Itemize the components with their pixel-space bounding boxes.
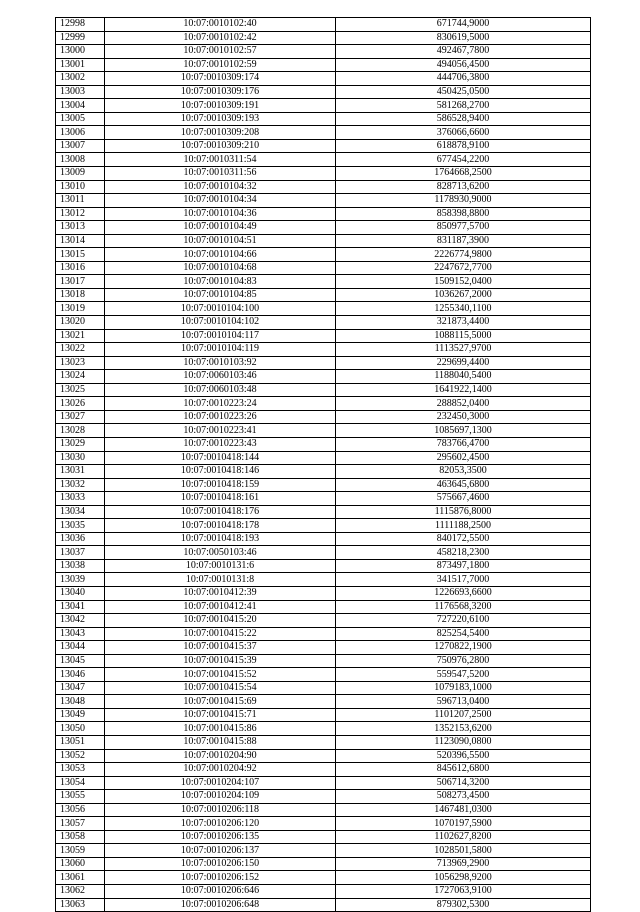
value-cell: 1352153,6200 xyxy=(336,722,591,736)
cadastral-number-cell: 10:07:0010412:41 xyxy=(105,600,336,614)
value-cell: 1509152,0400 xyxy=(336,275,591,289)
table-row xyxy=(56,708,591,722)
cadastral-number-cell: 10:07:0010415:54 xyxy=(105,681,336,695)
row-number-cell: 13049 xyxy=(56,708,105,722)
cadastral-number-cell: 10:07:0010104:68 xyxy=(105,261,336,275)
cadastral-number-cell: 10:07:0010131:6 xyxy=(105,559,336,573)
row-number-cell: 13062 xyxy=(56,885,105,899)
table-row xyxy=(56,45,591,59)
row-number-cell: 13054 xyxy=(56,776,105,790)
row-number-cell: 13061 xyxy=(56,871,105,885)
table-row xyxy=(56,654,591,668)
cadastral-number-cell: 10:07:0010309:174 xyxy=(105,72,336,86)
row-number-cell: 13053 xyxy=(56,763,105,777)
table-row xyxy=(56,641,591,655)
cadastral-number-cell: 10:07:0010418:144 xyxy=(105,451,336,465)
cadastral-number-cell: 10:07:0010131:8 xyxy=(105,573,336,587)
cadastral-number-cell: 10:07:0060103:46 xyxy=(105,370,336,384)
cadastral-number-cell: 10:07:0010309:191 xyxy=(105,99,336,113)
value-cell: 671744,9000 xyxy=(336,18,591,32)
table-row xyxy=(56,790,591,804)
cadastral-number-cell: 10:07:0010309:208 xyxy=(105,126,336,140)
table-row xyxy=(56,776,591,790)
row-number-cell: 13002 xyxy=(56,72,105,86)
value-cell: 1070197,5900 xyxy=(336,817,591,831)
row-number-cell: 13000 xyxy=(56,45,105,59)
cadastral-number-cell: 10:07:0010418:178 xyxy=(105,519,336,533)
value-cell: 444706,3800 xyxy=(336,72,591,86)
cadastral-number-cell: 10:07:0010206:648 xyxy=(105,898,336,912)
cadastral-number-cell: 10:07:0010415:20 xyxy=(105,614,336,628)
cadastral-number-cell: 10:07:0010223:41 xyxy=(105,424,336,438)
cadastral-number-cell: 10:07:0010104:85 xyxy=(105,288,336,302)
cadastral-number-cell: 10:07:0010204:107 xyxy=(105,776,336,790)
cadastral-number-cell: 10:07:0010104:51 xyxy=(105,234,336,248)
table-row xyxy=(56,288,591,302)
table-row xyxy=(56,763,591,777)
row-number-cell: 13025 xyxy=(56,383,105,397)
row-number-cell: 13040 xyxy=(56,586,105,600)
cadastral-number-cell: 10:07:0010412:39 xyxy=(105,586,336,600)
value-cell: 82053,3500 xyxy=(336,465,591,479)
row-number-cell: 13004 xyxy=(56,99,105,113)
table-row xyxy=(56,424,591,438)
row-number-cell: 13034 xyxy=(56,505,105,519)
value-cell: 575667,4600 xyxy=(336,492,591,506)
cadastral-number-cell: 10:07:0010415:37 xyxy=(105,641,336,655)
value-cell: 783766,4700 xyxy=(336,437,591,451)
row-number-cell: 13063 xyxy=(56,898,105,912)
row-number-cell: 13003 xyxy=(56,85,105,99)
table-row xyxy=(56,465,591,479)
table-row xyxy=(56,803,591,817)
cadastral-number-cell: 10:07:0010206:137 xyxy=(105,844,336,858)
row-number-cell: 13024 xyxy=(56,370,105,384)
row-number-cell: 13047 xyxy=(56,681,105,695)
table-row xyxy=(56,546,591,560)
table-row xyxy=(56,18,591,32)
value-cell: 586528,9400 xyxy=(336,112,591,126)
value-cell: 618878,9100 xyxy=(336,139,591,153)
table-row xyxy=(56,857,591,871)
row-number-cell: 13058 xyxy=(56,830,105,844)
cadastral-number-cell: 10:07:0010206:646 xyxy=(105,885,336,899)
cadastral-number-cell: 10:07:0010104:100 xyxy=(105,302,336,316)
value-cell: 1111188,2500 xyxy=(336,519,591,533)
cadastral-number-cell: 10:07:0010204:92 xyxy=(105,763,336,777)
value-cell: 492467,7800 xyxy=(336,45,591,59)
row-number-cell: 13029 xyxy=(56,437,105,451)
value-cell: 1270822,1900 xyxy=(336,641,591,655)
row-number-cell: 13031 xyxy=(56,465,105,479)
row-number-cell: 13013 xyxy=(56,221,105,235)
cadastral-number-cell: 10:07:0010102:59 xyxy=(105,58,336,72)
table-row xyxy=(56,492,591,506)
value-cell: 845612,6800 xyxy=(336,763,591,777)
value-cell: 288852,0400 xyxy=(336,397,591,411)
row-number-cell: 13027 xyxy=(56,410,105,424)
table-row xyxy=(56,695,591,709)
table-row xyxy=(56,153,591,167)
cadastral-number-cell: 10:07:0010309:176 xyxy=(105,85,336,99)
value-cell: 229699,4400 xyxy=(336,356,591,370)
cadastral-number-cell: 10:07:0010311:56 xyxy=(105,167,336,181)
table-row xyxy=(56,519,591,533)
cadastral-number-cell: 10:07:0010415:71 xyxy=(105,708,336,722)
cadastral-number-cell: 10:07:0010104:49 xyxy=(105,221,336,235)
row-number-cell: 13032 xyxy=(56,478,105,492)
row-number-cell: 13055 xyxy=(56,790,105,804)
row-number-cell: 13033 xyxy=(56,492,105,506)
table-row xyxy=(56,573,591,587)
cadastral-number-cell: 10:07:0010204:109 xyxy=(105,790,336,804)
table-row xyxy=(56,72,591,86)
row-number-cell: 13030 xyxy=(56,451,105,465)
row-number-cell: 13011 xyxy=(56,194,105,208)
row-number-cell: 13048 xyxy=(56,695,105,709)
table-row xyxy=(56,722,591,736)
value-cell: 825254,5400 xyxy=(336,627,591,641)
row-number-cell: 13006 xyxy=(56,126,105,140)
row-number-cell: 13037 xyxy=(56,546,105,560)
value-cell: 840172,5500 xyxy=(336,532,591,546)
value-cell: 295602,4500 xyxy=(336,451,591,465)
value-cell: 750976,2800 xyxy=(336,654,591,668)
value-cell: 596713,0400 xyxy=(336,695,591,709)
table-row xyxy=(56,735,591,749)
value-cell: 506714,3200 xyxy=(336,776,591,790)
data-table xyxy=(55,17,591,912)
cadastral-number-cell: 10:07:0010104:117 xyxy=(105,329,336,343)
row-number-cell: 13023 xyxy=(56,356,105,370)
cadastral-number-cell: 10:07:0010223:24 xyxy=(105,397,336,411)
row-number-cell: 13008 xyxy=(56,153,105,167)
row-number-cell: 13056 xyxy=(56,803,105,817)
row-number-cell: 13022 xyxy=(56,343,105,357)
value-cell: 850977,5700 xyxy=(336,221,591,235)
table-row xyxy=(56,397,591,411)
cadastral-number-cell: 10:07:0010223:43 xyxy=(105,437,336,451)
cadastral-number-cell: 10:07:0010206:152 xyxy=(105,871,336,885)
table-row xyxy=(56,126,591,140)
value-cell: 1123090,0800 xyxy=(336,735,591,749)
value-cell: 341517,7000 xyxy=(336,573,591,587)
table-row xyxy=(56,559,591,573)
row-number-cell: 13038 xyxy=(56,559,105,573)
cadastral-number-cell: 10:07:0010102:40 xyxy=(105,18,336,32)
table-row xyxy=(56,248,591,262)
table-row xyxy=(56,437,591,451)
row-number-cell: 13005 xyxy=(56,112,105,126)
value-cell: 1036267,2000 xyxy=(336,288,591,302)
table-row xyxy=(56,681,591,695)
row-number-cell: 13050 xyxy=(56,722,105,736)
value-cell: 321873,4400 xyxy=(336,316,591,330)
value-cell: 508273,4500 xyxy=(336,790,591,804)
table-row xyxy=(56,58,591,72)
row-number-cell: 13052 xyxy=(56,749,105,763)
value-cell: 1102627,8200 xyxy=(336,830,591,844)
table-row xyxy=(56,627,591,641)
cadastral-number-cell: 10:07:0010206:135 xyxy=(105,830,336,844)
table-row xyxy=(56,532,591,546)
value-cell: 1079183,1000 xyxy=(336,681,591,695)
value-cell: 713969,2900 xyxy=(336,857,591,871)
table-row xyxy=(56,221,591,235)
cadastral-number-cell: 10:07:0010104:34 xyxy=(105,194,336,208)
row-number-cell: 13001 xyxy=(56,58,105,72)
cadastral-number-cell: 10:07:0010206:120 xyxy=(105,817,336,831)
cadastral-number-cell: 10:07:0010415:22 xyxy=(105,627,336,641)
cadastral-number-cell: 10:07:0010104:36 xyxy=(105,207,336,221)
value-cell: 727220,6100 xyxy=(336,614,591,628)
value-cell: 1101207,2500 xyxy=(336,708,591,722)
value-cell: 1727063,9100 xyxy=(336,885,591,899)
value-cell: 1176568,3200 xyxy=(336,600,591,614)
row-number-cell: 13035 xyxy=(56,519,105,533)
value-cell: 2226774,9800 xyxy=(336,248,591,262)
cadastral-number-cell: 10:07:0060103:48 xyxy=(105,383,336,397)
cadastral-number-cell: 10:07:0010309:193 xyxy=(105,112,336,126)
value-cell: 1085697,1300 xyxy=(336,424,591,438)
value-cell: 463645,6800 xyxy=(336,478,591,492)
table-row xyxy=(56,451,591,465)
value-cell: 858398,8800 xyxy=(336,207,591,221)
row-number-cell: 13026 xyxy=(56,397,105,411)
row-number-cell: 13012 xyxy=(56,207,105,221)
table-row xyxy=(56,505,591,519)
value-cell: 1113527,9700 xyxy=(336,343,591,357)
row-number-cell: 13019 xyxy=(56,302,105,316)
value-cell: 873497,1800 xyxy=(336,559,591,573)
table-row xyxy=(56,234,591,248)
value-cell: 831187,3900 xyxy=(336,234,591,248)
cadastral-number-cell: 10:07:0010102:42 xyxy=(105,31,336,45)
value-cell: 677454,2200 xyxy=(336,153,591,167)
table-row xyxy=(56,194,591,208)
cadastral-number-cell: 10:07:0010104:32 xyxy=(105,180,336,194)
table-row xyxy=(56,871,591,885)
row-number-cell: 13051 xyxy=(56,735,105,749)
table-row xyxy=(56,356,591,370)
cadastral-number-cell: 10:07:0010102:57 xyxy=(105,45,336,59)
table-row xyxy=(56,316,591,330)
cadastral-number-cell: 10:07:0010415:86 xyxy=(105,722,336,736)
table-row xyxy=(56,749,591,763)
cadastral-number-cell: 10:07:0010206:150 xyxy=(105,857,336,871)
value-cell: 1178930,9000 xyxy=(336,194,591,208)
row-number-cell: 13016 xyxy=(56,261,105,275)
row-number-cell: 13018 xyxy=(56,288,105,302)
value-cell: 450425,0500 xyxy=(336,85,591,99)
value-cell: 1088115,5000 xyxy=(336,329,591,343)
cadastral-number-cell: 10:07:0010104:83 xyxy=(105,275,336,289)
cadastral-number-cell: 10:07:0010104:119 xyxy=(105,343,336,357)
row-number-cell: 12998 xyxy=(56,18,105,32)
cadastral-number-cell: 10:07:0010415:52 xyxy=(105,668,336,682)
cadastral-number-cell: 10:07:0010223:26 xyxy=(105,410,336,424)
value-cell: 232450,3000 xyxy=(336,410,591,424)
cadastral-number-cell: 10:07:0010311:54 xyxy=(105,153,336,167)
row-number-cell: 13028 xyxy=(56,424,105,438)
table-row xyxy=(56,586,591,600)
row-number-cell: 13009 xyxy=(56,167,105,181)
table-row xyxy=(56,31,591,45)
row-number-cell: 13036 xyxy=(56,532,105,546)
cadastral-number-cell: 10:07:0010103:92 xyxy=(105,356,336,370)
value-cell: 1255340,1100 xyxy=(336,302,591,316)
table-row xyxy=(56,261,591,275)
row-number-cell: 13015 xyxy=(56,248,105,262)
row-number-cell: 12999 xyxy=(56,31,105,45)
row-number-cell: 13017 xyxy=(56,275,105,289)
value-cell: 1226693,6600 xyxy=(336,586,591,600)
value-cell: 1764668,2500 xyxy=(336,167,591,181)
cadastral-number-cell: 10:07:0010206:118 xyxy=(105,803,336,817)
cadastral-number-cell: 10:07:0010204:90 xyxy=(105,749,336,763)
value-cell: 828713,6200 xyxy=(336,180,591,194)
table-row xyxy=(56,410,591,424)
cadastral-number-cell: 10:07:0010418:159 xyxy=(105,478,336,492)
table-row xyxy=(56,275,591,289)
table-row xyxy=(56,830,591,844)
cadastral-number-cell: 10:07:0010415:88 xyxy=(105,735,336,749)
cadastral-number-cell: 10:07:0050103:46 xyxy=(105,546,336,560)
value-cell: 830619,5000 xyxy=(336,31,591,45)
row-number-cell: 13010 xyxy=(56,180,105,194)
cadastral-number-cell: 10:07:0010309:210 xyxy=(105,139,336,153)
table-row xyxy=(56,478,591,492)
row-number-cell: 13042 xyxy=(56,614,105,628)
row-number-cell: 13014 xyxy=(56,234,105,248)
row-number-cell: 13060 xyxy=(56,857,105,871)
table-row xyxy=(56,383,591,397)
value-cell: 376066,6600 xyxy=(336,126,591,140)
value-cell: 458218,2300 xyxy=(336,546,591,560)
cadastral-number-cell: 10:07:0010104:66 xyxy=(105,248,336,262)
row-number-cell: 13039 xyxy=(56,573,105,587)
row-number-cell: 13021 xyxy=(56,329,105,343)
table-row xyxy=(56,817,591,831)
table-row xyxy=(56,207,591,221)
row-number-cell: 13046 xyxy=(56,668,105,682)
table-row xyxy=(56,885,591,899)
value-cell: 1188040,5400 xyxy=(336,370,591,384)
cadastral-number-cell: 10:07:0010418:193 xyxy=(105,532,336,546)
row-number-cell: 13044 xyxy=(56,641,105,655)
row-number-cell: 13007 xyxy=(56,139,105,153)
value-cell: 1115876,8000 xyxy=(336,505,591,519)
table-row xyxy=(56,112,591,126)
cadastral-number-cell: 10:07:0010104:102 xyxy=(105,316,336,330)
cadastral-number-cell: 10:07:0010418:146 xyxy=(105,465,336,479)
table-row xyxy=(56,85,591,99)
row-number-cell: 13043 xyxy=(56,627,105,641)
row-number-cell: 13045 xyxy=(56,654,105,668)
table-body xyxy=(56,18,591,912)
value-cell: 879302,5300 xyxy=(336,898,591,912)
table-row xyxy=(56,302,591,316)
table-row xyxy=(56,343,591,357)
table-row xyxy=(56,167,591,181)
value-cell: 520396,5500 xyxy=(336,749,591,763)
row-number-cell: 13059 xyxy=(56,844,105,858)
row-number-cell: 13057 xyxy=(56,817,105,831)
table-row xyxy=(56,329,591,343)
row-number-cell: 13041 xyxy=(56,600,105,614)
table-row xyxy=(56,668,591,682)
value-cell: 1641922,1400 xyxy=(336,383,591,397)
table-row xyxy=(56,139,591,153)
value-cell: 1467481,0300 xyxy=(336,803,591,817)
cadastral-number-cell: 10:07:0010415:39 xyxy=(105,654,336,668)
value-cell: 1028501,5800 xyxy=(336,844,591,858)
table-row xyxy=(56,844,591,858)
table-row xyxy=(56,614,591,628)
table-row xyxy=(56,370,591,384)
value-cell: 2247672,7700 xyxy=(336,261,591,275)
value-cell: 581268,2700 xyxy=(336,99,591,113)
value-cell: 494056,4500 xyxy=(336,58,591,72)
table-row xyxy=(56,180,591,194)
row-number-cell: 13020 xyxy=(56,316,105,330)
value-cell: 559547,5200 xyxy=(336,668,591,682)
table-row xyxy=(56,99,591,113)
table-row xyxy=(56,600,591,614)
value-cell: 1056298,9200 xyxy=(336,871,591,885)
cadastral-number-cell: 10:07:0010418:161 xyxy=(105,492,336,506)
cadastral-number-cell: 10:07:0010418:176 xyxy=(105,505,336,519)
cadastral-number-cell: 10:07:0010415:69 xyxy=(105,695,336,709)
